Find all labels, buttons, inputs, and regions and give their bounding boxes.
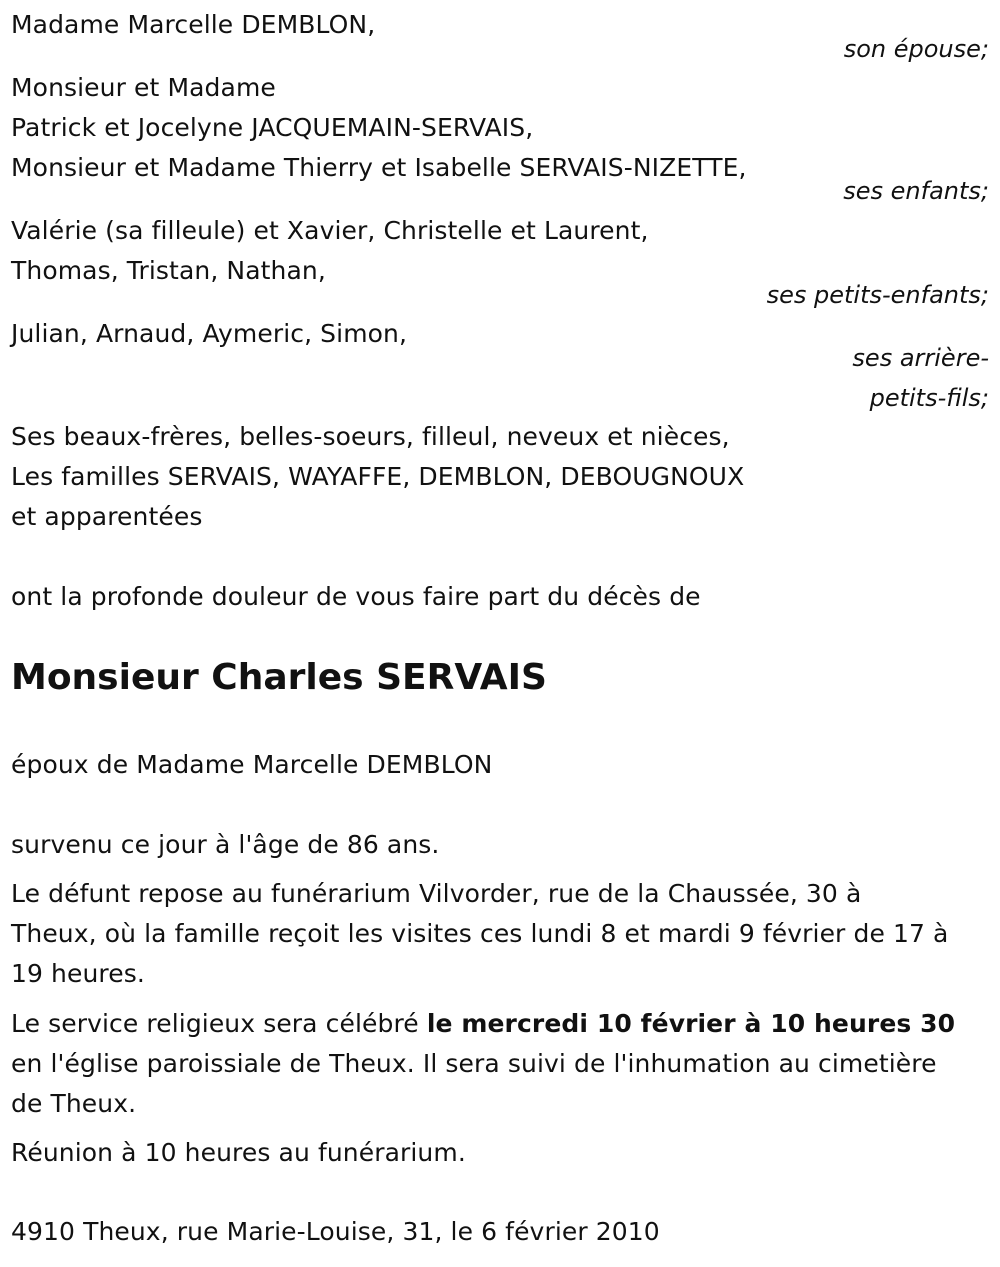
- visitation-line: 19 heures.: [11, 959, 145, 988]
- family-line: et apparentées: [11, 502, 203, 531]
- family-line: Ses beaux-frères, belles-soeurs, filleul, neveux et nièces,: [11, 422, 730, 451]
- children-line: Monsieur et Madame: [11, 73, 276, 102]
- service-line: de Theux.: [11, 1089, 137, 1118]
- children-line: Monsieur et Madame Thierry et Isabelle SERVAIS-NIZETTE,: [11, 153, 747, 182]
- visitation-line: Theux, où la famille reçoit les visites ces lundi 8 et mardi 9 février de 17 à: [11, 919, 949, 948]
- family-line: Les familles SERVAIS, WAYAFFE, DEMBLON, DEBOUGNOUX: [11, 462, 745, 491]
- grandchildren-line: Thomas, Tristan, Nathan,: [11, 256, 326, 285]
- grandchildren-role: ses petits-enfants;: [766, 281, 989, 309]
- service-line: [11, 1009, 955, 1039]
- great-grandchildren-role: petits-fils;: [869, 384, 989, 412]
- meeting-line: Réunion à 10 heures au funérarium.: [11, 1138, 466, 1167]
- great-grandchildren-role: ses arrière-: [852, 344, 989, 372]
- deceased-name: Monsieur Charles SERVAIS: [11, 657, 547, 698]
- spouse-of-line: époux de Madame Marcelle DEMBLON: [11, 750, 493, 779]
- great-grandchildren-line: Julian, Arnaud, Aymeric, Simon,: [11, 319, 408, 348]
- announcement-text: ont la profonde douleur de vous faire part du décès de: [11, 582, 701, 611]
- service-datetime: le mercredi 10 février à 10 heures 30: [426, 1009, 956, 1038]
- service-prefix: Le service religieux sera célébré: [11, 1009, 427, 1038]
- service-line: en l'église paroissiale de Theux. Il sera suivi de l'inhumation au cimetière: [11, 1049, 937, 1078]
- children-role: ses enfants;: [843, 177, 989, 205]
- visitation-line: Le défunt repose au funérarium Vilvorder, rue de la Chaussée, 30 à: [11, 879, 862, 908]
- age-line: survenu ce jour à l'âge de 86 ans.: [11, 830, 440, 859]
- spouse-name: Madame Marcelle DEMBLON,: [11, 10, 376, 39]
- children-line: Patrick et Jocelyne JACQUEMAIN-SERVAIS,: [11, 113, 534, 142]
- spouse-role: son épouse;: [843, 35, 989, 63]
- address-date-footer: 4910 Theux, rue Marie-Louise, 31, le 6 février 2010: [11, 1217, 660, 1246]
- grandchildren-line: Valérie (sa filleule) et Xavier, Christelle et Laurent,: [11, 216, 649, 245]
